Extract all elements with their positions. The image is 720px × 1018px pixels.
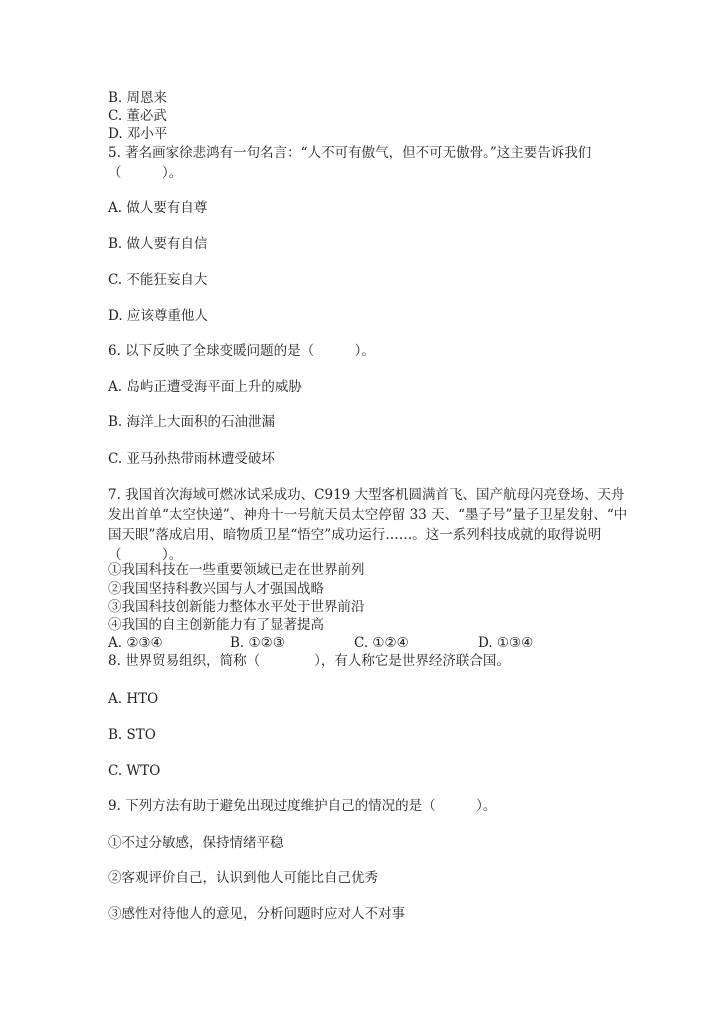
q6-option-c: C. 亚马孙热带雨林遭受破坏 (108, 451, 275, 467)
q5-option-c: C. 不能狂妄自大 (108, 272, 208, 288)
q4-option-d: D. 邓小平 (108, 126, 168, 142)
q7-statement-3: ③我国科技创新能力整体水平处于世界前沿 (108, 599, 365, 615)
q5-stem: 5. 著名画家徐悲鸿有一句名言：“人不可有傲气，但不可无傲骨。”这主要告诉我们（ ）。 (108, 145, 592, 181)
q5-option-a: A. 做人要有自尊 (108, 200, 208, 216)
q6-option-b: B. 海洋上大面积的石油泄漏 (108, 414, 276, 430)
q7-options-row (108, 634, 628, 652)
q7-statement-2: ②我国坚持科教兴国与人才强国战略 (108, 581, 324, 597)
q5-option-d: D. 应该尊重他人 (108, 308, 208, 324)
q7-option-a: A. ②③④ (108, 635, 163, 651)
q7-option-c: C. ①②④ (354, 635, 409, 651)
q6-stem: 6. 以下反映了全球变暖问题的是（ ）。 (108, 343, 375, 359)
q8-stem: 8. 世界贸易组织，简称（ ），有人称它是世界经济联合国。 (108, 653, 510, 669)
q7-option-d: D. ①③④ (478, 635, 534, 651)
q9-statement-3: ③感性对待他人的意见，分析问题时应对人不对事 (108, 906, 405, 922)
q6-option-a: A. 岛屿正遭受海平面上升的威胁 (108, 379, 302, 395)
q9-statement-1: ①不过分敏感，保持情绪平稳 (108, 835, 284, 851)
q5-option-b: B. 做人要有自信 (108, 236, 208, 252)
q4-option-c: C. 董必武 (108, 108, 167, 124)
q4-option-b: B. 周恩来 (108, 90, 168, 106)
q7-statement-4: ④我国的自主创新能力有了显著提高 (108, 617, 324, 633)
q8-option-b: B. STO (108, 727, 156, 743)
q7-option-b: B. ①②③ (230, 635, 285, 651)
q9-statement-2: ②客观评价自己，认识到他人可能比自己优秀 (108, 870, 378, 886)
q8-option-a: A. HTO (108, 691, 159, 707)
q8-option-c: C. WTO (108, 763, 161, 779)
q9-stem: 9. 下列方法有助于避免出现过度维护自己的情况的是（ ）。 (108, 798, 497, 814)
q7-statement-1: ①我国科技在一些重要领域已走在世界前列 (108, 562, 365, 578)
q7-stem: 7. 我国首次海域可燃冰试采成功、C919 大型客机圆满首飞、国产航母闪亮登场、天舟发出首单“太空快递”、神舟十一号航天员太空停留 33 天、“墨子号”量子卫星发射、“中国天眼”落成启用、暗物质卫星“悟空”成功运行……。这一系列科技成就的取得说明（ ）。 (108, 487, 628, 563)
